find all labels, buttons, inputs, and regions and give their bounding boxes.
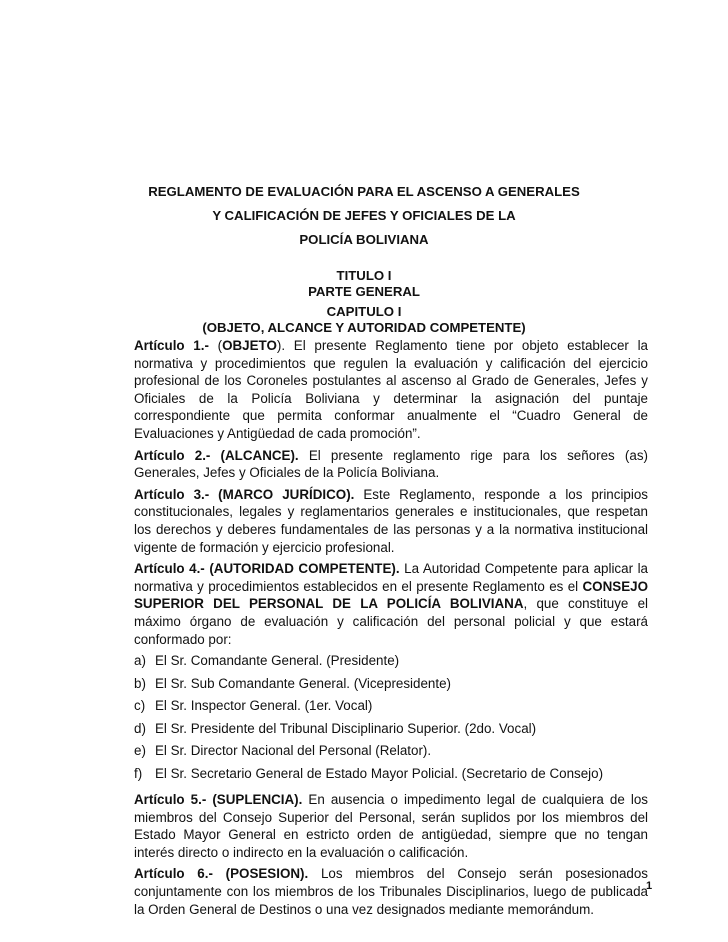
article-4-heading: Artículo 4.- (AUTORIDAD COMPETENTE).: [134, 561, 400, 577]
titulo-heading: TITULO I: [336, 268, 392, 283]
capitulo-subtitle: (OBJETO, ALCANCE Y AUTORIDAD COMPETENTE): [202, 320, 526, 335]
list-item-letter: c): [134, 698, 146, 714]
article-6: [134, 865, 648, 918]
list-item-letter: b): [134, 675, 146, 691]
list-item-letter: d): [134, 720, 146, 736]
article-4-text-2: , que constituye el máximo órgano de evaluación y calificación del personal policial y que estará conformado por:: [134, 596, 648, 647]
article-1-text: ). El presente Reglamento tiene por objeto establecer la normativa y procedimientos que regulen la evaluación y calificación del ejercicio profesional de los Coroneles postulantes al ascenso al Grado de Generales, Jefes y Oficiales de la Policía Boliviana y determinar la asignación del puntaje correspondiente que permita conformar anualmente el “Cuadro General de Evaluaciones y Antigüedad de cada promoción”.: [134, 338, 648, 441]
article-4-council-name: CONSEJO SUPERIOR DEL PERSONAL DE LA POLICÍA BOLIVIANA: [134, 578, 648, 612]
page-number: 1: [646, 880, 653, 892]
article-4: [134, 560, 648, 648]
list-item-text: El Sr. Inspector General. (1er. Vocal): [155, 698, 373, 714]
list-item-letter: a): [134, 653, 146, 669]
article-6-text: Los miembros del Consejo serán posesionados conjuntamente con los miembros de los Tribunales Disciplinarios, luego de publicada la Orden General de Destinos o una vez designados mediante memorándum.: [134, 866, 649, 917]
article-2: [134, 447, 648, 482]
article-3-heading: Artículo 3.- (MARCO JURÍDICO).: [134, 486, 355, 502]
article-2-text: El presente reglamento rige para los señores (as) Generales, Jefes y Oficiales de la Policía Boliviana.: [134, 447, 648, 481]
list-item-text: El Sr. Secretario General de Estado Mayor Policial. (Secretario de Consejo): [155, 765, 604, 781]
article-5-text: En ausencia o impedimento legal de cualquiera de los miembros del Consejo Superior del Personal, serán suplidos por los miembros del Estado Mayor General en estricto orden de antigüedad, siempre que no tengan interés directo o indirecto en la evaluación o calificación.: [134, 792, 648, 860]
list-item: [134, 652, 648, 675]
list-item-text: El Sr. Sub Comandante General. (Vicepresidente): [155, 675, 451, 691]
capitulo-heading: CAPITULO I: [326, 304, 402, 319]
article-1-heading: Artículo 1.-: [134, 338, 209, 353]
document-title-line-1: REGLAMENTO DE EVALUACIÓN PARA EL ASCENSO A GENERALES: [148, 184, 580, 199]
list-item: [134, 742, 648, 765]
council-members-list: [134, 652, 648, 787]
article-1-open-paren: (: [217, 338, 223, 353]
article-2-heading: Artículo 2.- (ALCANCE).: [134, 447, 299, 463]
list-item-letter: f): [134, 765, 143, 781]
list-item-text: El Sr. Presidente del Tribunal Disciplinario Superior. (2do. Vocal): [155, 720, 537, 736]
list-item: [134, 697, 648, 720]
parte-heading: PARTE GENERAL: [308, 284, 420, 299]
article-4-text-1: La Autoridad Competente para aplicar la normativa y procedimientos establecidos en el presente Reglamento es el: [134, 561, 649, 594]
list-item-letter: e): [134, 743, 146, 759]
article-5-heading: Artículo 5.- (SUPLENCIA).: [134, 792, 303, 808]
document-title-line-2: Y CALIFICACIÓN DE JEFES Y OFICIALES DE LA: [212, 208, 516, 223]
article-1: [134, 337, 648, 443]
list-item-text: El Sr. Comandante General. (Presidente): [155, 653, 400, 669]
article-3-text: Este Reglamento, responde a los principios constitucionales, legales y reglamentarios generales e institucionales, que respetan los derechos y deberes fundamentales de las personas y a la normativa institucional vigente de formación y ejercicio profesional.: [134, 486, 648, 555]
list-item: [134, 720, 648, 743]
article-3: [134, 486, 648, 556]
article-5: [134, 791, 648, 861]
list-item: [134, 765, 648, 788]
document-title-line-3: POLICÍA BOLIVIANA: [299, 232, 429, 247]
list-item: [134, 675, 648, 698]
document-body: [134, 337, 648, 922]
article-6-heading: Artículo 6.- (POSESION).: [134, 866, 309, 882]
list-item-text: El Sr. Director Nacional del Personal (Relator).: [155, 743, 432, 759]
article-1-keyword: OBJETO: [222, 338, 277, 353]
